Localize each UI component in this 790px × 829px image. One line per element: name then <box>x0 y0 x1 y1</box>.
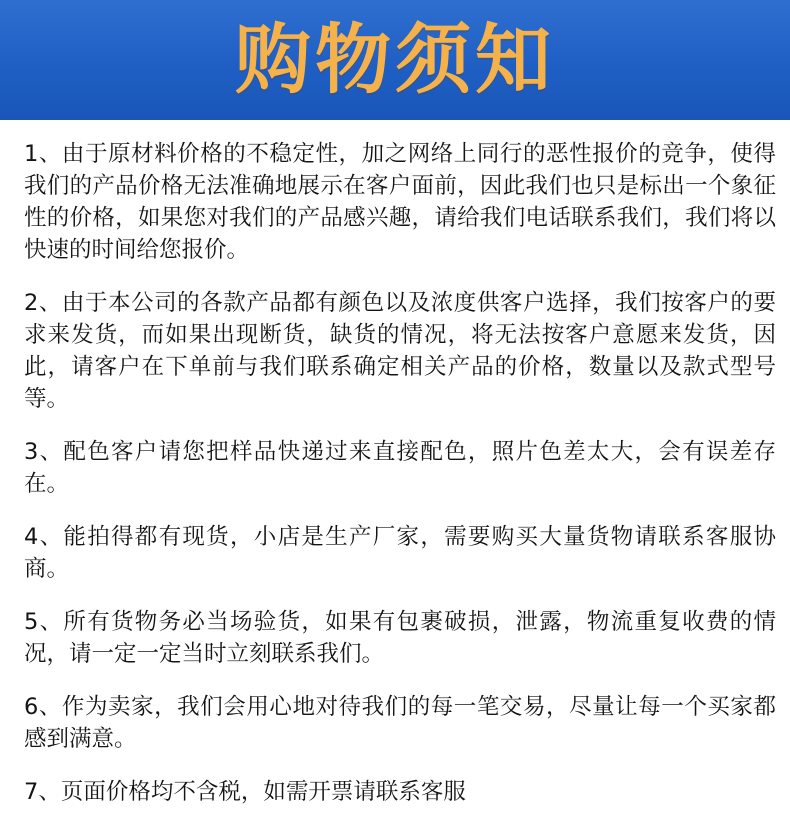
notice-item-5: 5、所有货物务必当场验货，如果有包裹破损，泄露，物流重复收费的情况，请一定一定当时立刻联系我们。 <box>24 609 776 667</box>
notice-item-7: 7、页面价格均不含税，如需开票请联系客服 <box>24 779 466 805</box>
notice-item-6: 6、作为卖家，我们会用心地对待我们的每一笔交易，尽量让每一个买家都感到满意。 <box>24 694 776 752</box>
notice-item-1: 1、由于原材料价格的不稳定性，加之网络上同行的恶性报价的竞争，使得我们的产品价格无法准确地展示在客户面前，因此我们也只是标出一个象征性的价格，如果您对我们的产品感兴趣，请给我们电话联系我们，我们将以快速的时间给您报价。 <box>24 141 776 263</box>
notice-item-3: 3、配色客户请您把样品快递过来直接配色，照片色差太大，会有误差存在。 <box>24 439 776 497</box>
page-title: 购物须知 <box>235 15 555 104</box>
notice-item-4: 4、能拍得都有现货，小店是生产厂家，需要购买大量货物请联系客服协商。 <box>24 524 776 582</box>
notice-list <box>24 138 776 829</box>
header-banner <box>0 0 790 120</box>
notice-item-2: 2、由于本公司的各款产品都有颜色以及浓度供客户选择，我们按客户的要求来发货，而如果出现断货，缺货的情况，将无法按客户意愿来发货，因此，请客户在下单前与我们联系确定相关产品的价格，数量以及款式型号等。 <box>24 290 776 412</box>
